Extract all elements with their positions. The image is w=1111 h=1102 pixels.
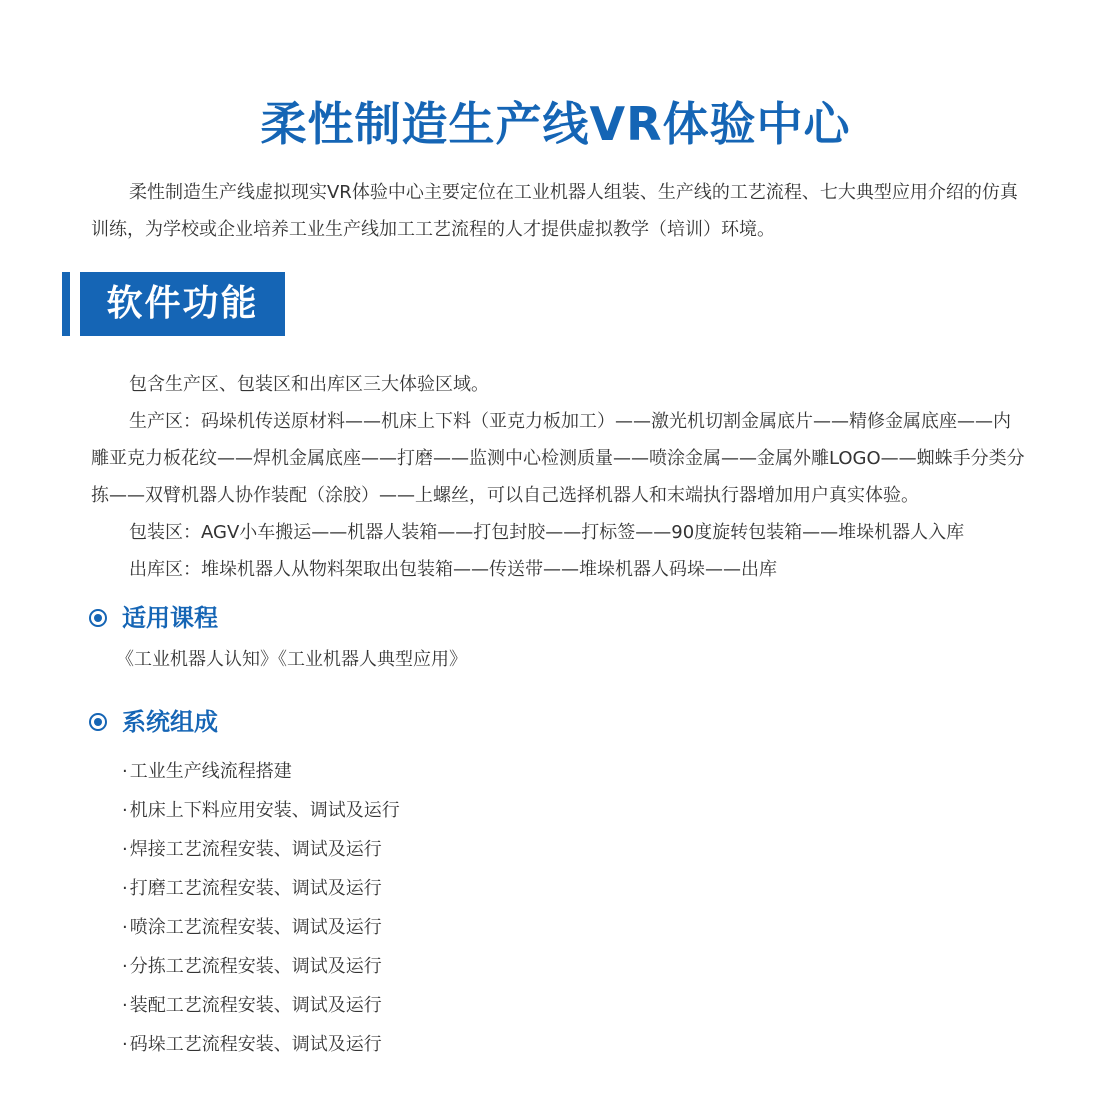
page-title: 柔性制造生产线VR体验中心 xyxy=(260,97,851,151)
intro-paragraph: 柔性制造生产线虚拟现实VR体验中心主要定位在工业机器人组装、生产线的工艺流程、七大典型应用介绍的仿真训练，为学校或企业培养工业生产线加工工艺流程的人才提供虚拟教学（培训）环境。 xyxy=(91,182,1018,240)
feature-outbound-area: 出库区：堆垛机器人从物料架取出包装箱——传送带——堆垛机器人码垛——出库 xyxy=(129,559,777,580)
bullet-dot: · xyxy=(122,839,128,860)
bullet-dot: · xyxy=(122,956,128,977)
section-title: 软件功能 xyxy=(80,272,285,336)
system-heading-text: 系统组成 xyxy=(122,708,218,736)
radio-bullet-icon xyxy=(89,609,107,627)
radio-bullet-icon xyxy=(89,713,107,731)
list-item xyxy=(122,791,400,830)
list-item xyxy=(122,986,400,1025)
list-item xyxy=(122,947,400,986)
system-components-list xyxy=(122,752,400,1064)
list-item-text: 打磨工艺流程安装、调试及运行 xyxy=(129,878,382,899)
bullet-dot: · xyxy=(122,761,128,782)
features-block xyxy=(91,366,1026,588)
list-item-text: 工业生产线流程搭建 xyxy=(129,761,292,782)
list-item-text: 喷涂工艺流程安装、调试及运行 xyxy=(129,917,382,938)
bullet-dot: · xyxy=(122,995,128,1016)
bullet-dot: · xyxy=(122,800,128,821)
list-item xyxy=(122,830,400,869)
list-item xyxy=(122,908,400,947)
list-item-text: 码垛工艺流程安装、调试及运行 xyxy=(129,1034,382,1055)
bullet-dot: · xyxy=(122,917,128,938)
bullet-dot: · xyxy=(122,878,128,899)
feature-overview: 包含生产区、包装区和出库区三大体验区域。 xyxy=(129,374,489,395)
list-item-text: 分拣工艺流程安装、调试及运行 xyxy=(129,956,382,977)
system-heading xyxy=(89,705,218,739)
feature-production-area: 生产区：码垛机传送原材料——机床上下料（亚克力板加工）——激光机切割金属底片——精修金属底座——内雕亚克力板花纹——焊机金属底座——打磨——监测中心检测质量——喷涂金属——金属外雕LOGO——蜘蛛手分类分拣——双臂机器人协作装配（涂胶）——上螺丝，可以自己选择机器人和末端执行器增加用户真实体验。 xyxy=(91,411,1025,506)
feature-packaging-area: 包装区：AGV小车搬运——机器人装箱——打包封胶——打标签——90度旋转包装箱——堆垛机器人入库 xyxy=(129,522,965,543)
bullet-dot: · xyxy=(122,1034,128,1055)
section-accent-bar xyxy=(62,272,70,336)
list-item xyxy=(122,869,400,908)
courses-heading-text: 适用课程 xyxy=(122,604,218,632)
list-item xyxy=(122,752,400,791)
courses-heading xyxy=(89,601,218,635)
list-item-text: 焊接工艺流程安装、调试及运行 xyxy=(129,839,382,860)
list-item xyxy=(122,1025,400,1064)
list-item-text: 装配工艺流程安装、调试及运行 xyxy=(129,995,382,1016)
list-item-text: 机床上下料应用安装、调试及运行 xyxy=(129,800,400,821)
courses-list: 《工业机器人认知》《工业机器人典型应用》 xyxy=(116,649,467,670)
